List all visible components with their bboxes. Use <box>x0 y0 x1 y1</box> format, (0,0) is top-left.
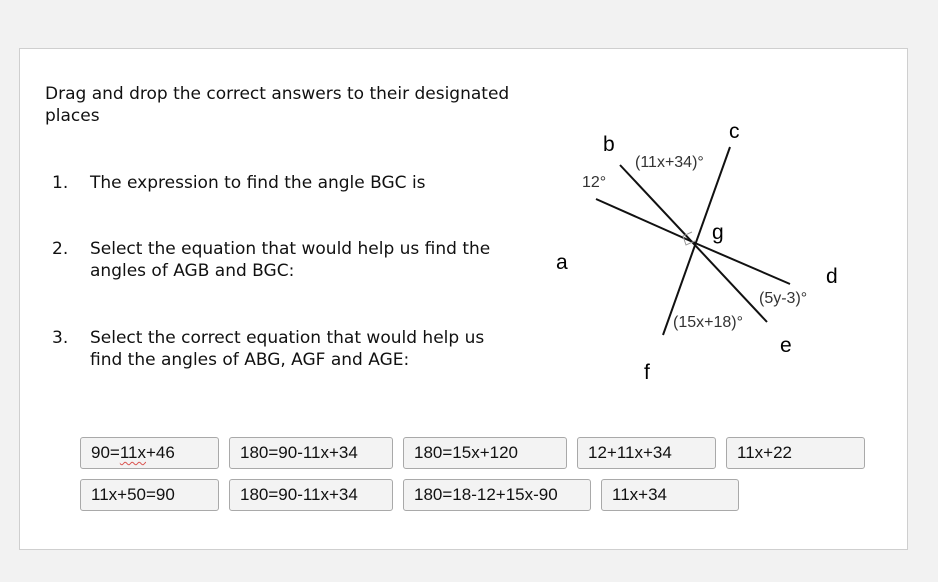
answer-chip-suffix: +46 <box>146 443 175 462</box>
question-number: 1. <box>52 173 69 193</box>
label-d: d <box>826 265 838 288</box>
label-e: e <box>780 334 792 357</box>
angle-12-label: 12° <box>582 174 607 191</box>
line-b-e <box>620 165 767 322</box>
answer-chip[interactable]: 11x+22 <box>726 437 865 469</box>
label-b: b <box>603 133 615 156</box>
label-f: f <box>644 361 650 384</box>
answer-chip[interactable]: 11x+50=90 <box>80 479 219 511</box>
label-g: g <box>712 221 724 244</box>
answer-chip[interactable]: 180=90-11x+34 <box>229 479 393 511</box>
answer-chip[interactable] <box>80 437 219 469</box>
angle-dge-label: (5y-3)° <box>759 290 808 307</box>
label-c: c <box>729 120 740 143</box>
answer-chip[interactable]: 180=90-11x+34 <box>229 437 393 469</box>
instructions-text: Drag and drop the correct answers to their designated places <box>45 84 510 126</box>
question-text: Select the correct equation that would help us find the angles of ABG, AGF and AGE: <box>90 328 485 370</box>
angle-diagram <box>540 110 850 390</box>
line-d <box>695 243 790 284</box>
answer-chip[interactable]: 180=15x+120 <box>403 437 567 469</box>
angle-bgc-label: (11x+34)° <box>635 154 704 171</box>
answer-chip[interactable]: 12+11x+34 <box>577 437 716 469</box>
answer-chip-prefix: 90= <box>91 443 120 462</box>
question-text: Select the equation that would help us find the angles of AGB and BGC: <box>90 239 491 281</box>
answer-chip-spellcheck: 11x <box>119 443 146 462</box>
question-number: 2. <box>52 239 69 259</box>
question-text: The expression to find the angle BGC is <box>90 173 426 193</box>
label-a: a <box>556 251 568 274</box>
line-a <box>596 199 695 243</box>
answer-chip[interactable]: 180=18-12+15x-90 <box>403 479 591 511</box>
answer-chip[interactable]: 11x+34 <box>601 479 739 511</box>
question-number: 3. <box>52 328 69 348</box>
angle-egf-label: (15x+18)° <box>673 314 743 331</box>
